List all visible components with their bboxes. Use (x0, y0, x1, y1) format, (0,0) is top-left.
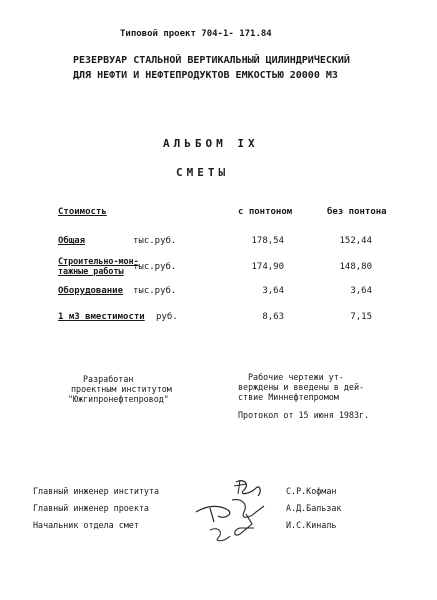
row-label: Общая (58, 236, 86, 246)
row-value-without: 148,80 (339, 262, 372, 272)
row-value-without: 7,15 (350, 312, 372, 322)
approval-line-2: верждены и введены в дей- (238, 382, 365, 392)
row-value-with: 178,54 (251, 236, 284, 246)
handwritten-signature (188, 476, 288, 546)
project-code: Типовой проект 704-1- 171.84 (120, 29, 272, 39)
col-without-pontoon-header: без понтона (327, 207, 387, 217)
row-unit: тыс.руб. (133, 286, 177, 296)
approval-line-3: ствие Миннефтепромом (238, 392, 339, 402)
title-line-1: РЕЗЕРВУАР СТАЛЬНОЙ ВЕРТИКАЛЬНЫЙ ЦИЛИНДРИЧЕСКИЙ (73, 55, 350, 66)
row-value-with: 8,63 (262, 312, 284, 322)
signature-role: Главный инженер проекта (33, 503, 149, 513)
row-unit: тыс.руб. (133, 262, 177, 272)
row-label: 1 м3 вместимости (58, 312, 145, 322)
developed-line-1: Разработан (83, 374, 134, 384)
signature-name: И.С.Киналь (286, 520, 337, 530)
signature-role: Главный инженер института (33, 486, 160, 496)
signature-name: А.Д.Бальзак (286, 503, 342, 513)
row-unit: тыс.руб. (133, 236, 177, 246)
row-value-with: 174,90 (251, 262, 284, 272)
album-subtitle: СМЕТЫ (176, 166, 230, 179)
signature-name: С.Р.Кофман (286, 486, 337, 496)
row-label: Строительно-мон- (58, 256, 139, 266)
album-label: АЛЬБОМ IX (163, 137, 259, 150)
signature-role: Начальник отдела смет (33, 520, 139, 530)
developed-line-3: "Южгипронефтепровод" (68, 394, 169, 404)
col-with-pontoon-header: с понтоном (238, 207, 293, 217)
row-value-without: 152,44 (339, 236, 372, 246)
row-label-continuation: тажные работы (58, 266, 124, 276)
approval-line-1: Рабочие чертежи ут- (248, 372, 344, 382)
row-value-without: 3,64 (350, 286, 372, 296)
row-unit: руб. (156, 312, 178, 322)
title-line-2: ДЛЯ НЕФТИ И НЕФТЕПРОДУКТОВ ЕМКОСТЬЮ 20000 М3 (73, 70, 338, 81)
row-label: Оборудование (58, 286, 124, 296)
developed-line-2: проектным институтом (71, 384, 172, 394)
row-value-with: 3,64 (262, 286, 284, 296)
approval-protocol: Протокол от 15 июня 1983г. (238, 410, 370, 420)
col-item-header: Стоимость (58, 207, 107, 217)
